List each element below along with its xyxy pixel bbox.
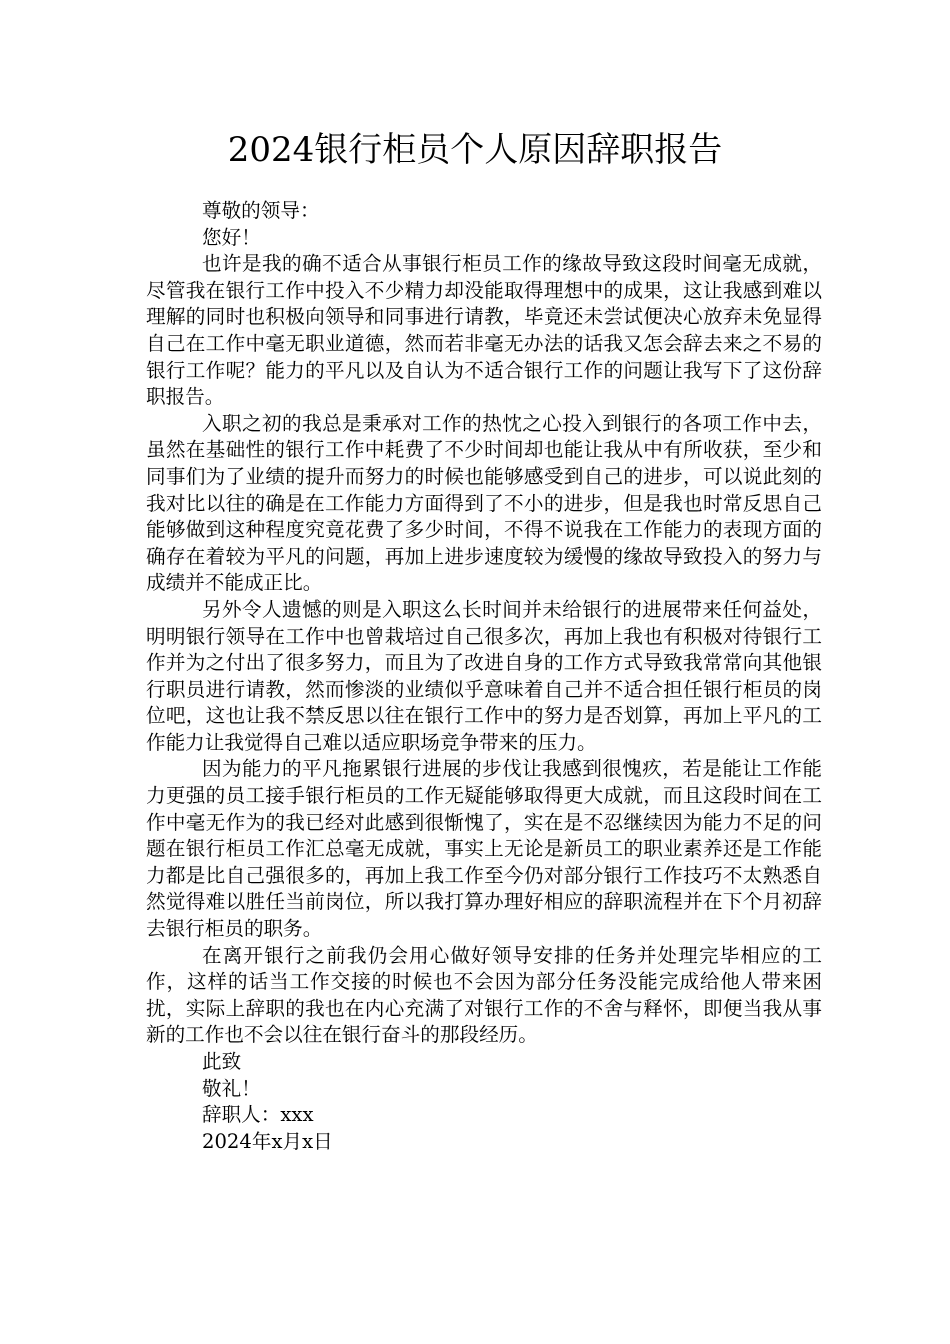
paragraph-5: 在离开银行之前我仍会用心做好领导安排的任务并处理完毕相应的工作，这样的话当工作交接的时候也不会因为部分任务没能完成给他人带来困扰，实际上辞职的我也在内心充满了对银行工作的不舍与释怀，即便当我从事新的工作也不会以往在银行奋斗的那段经历。: [146, 943, 822, 1047]
greeting: 您好！: [202, 225, 261, 249]
date: 2024年x月x日: [202, 1129, 333, 1153]
closing: 此致: [202, 1050, 242, 1073]
paragraph-2: 入职之初的我总是秉承对工作的热忱之心投入到银行的各项工作中去，虽然在基础性的银行工作中耗费了不少时间却也能让我从中有所收获，至少和同事们为了业绩的提升而努力的时候也能够感受到自己的进步，可以说此刻的我对比以往的确是在工作能力方面得到了不小的进步，但是我也时常反思自己能够做到这种程度究竟花费了多少时间，不得不说我在工作能力的表现方面的确存在着较为平凡的问题，再加上进步速度较为缓慢的缘故导致投入的努力与成绩并不能成正比。: [146, 411, 822, 595]
salutation: 尊敬的领导：: [202, 199, 320, 222]
paragraph-4: 因为能力的平凡拖累银行进展的步伐让我感到很愧疚，若是能让工作能力更强的员工接手银行柜员的工作无疑能够取得更大成就，而且这段时间在工作中毫无作为的我已经对此感到很惭愧了，实在是不忍继续因为能力不足的问题在银行柜员工作汇总毫无成就，事实上无论是新员工的职业素养还是工作能力都是比自己强很多的，再加上我工作至今仍对部分银行工作技巧不太熟悉自然觉得难以胜任当前岗位，所以我打算办理好相应的辞职流程并在下个月初辞去银行柜员的职务。: [146, 757, 822, 941]
signature: 辞职人：xxx: [202, 1103, 314, 1127]
paragraph-3: 另外令人遗憾的则是入职这么长时间并未给银行的进展带来任何益处，明明银行领导在工作中也曾栽培过自己很多次，再加上我也有积极对待银行工作并为之付出了很多努力，而且为了改进自身的工作方式导致我常常向其他银行职员进行请教，然而惨淡的业绩似乎意味着自己并不适合担任银行柜员的岗位吧，这也让我不禁反思以往在银行工作中的努力是否划算，再加上平凡的工作能力让我觉得自己难以适应职场竞争带来的压力。: [146, 597, 822, 754]
paragraph-1: 也许是我的确不适合从事银行柜员工作的缘故导致这段时间毫无成就，尽管我在银行工作中投入不少精力却没能取得理想中的成果，这让我感到难以理解的同时也积极向领导和同事进行请教，毕竟还未尝试便决心放弃未免显得自己在工作中毫无职业道德，然而若非毫无办法的话我又怎会辞去来之不易的银行工作呢？能力的平凡以及自认为不适合银行工作的问题让我写下了这份辞职报告。: [146, 252, 822, 409]
regards: 敬礼！: [202, 1076, 261, 1100]
document-title: 2024银行柜员个人原因辞职报告: [227, 130, 723, 170]
letter-body: [146, 198, 822, 1155]
